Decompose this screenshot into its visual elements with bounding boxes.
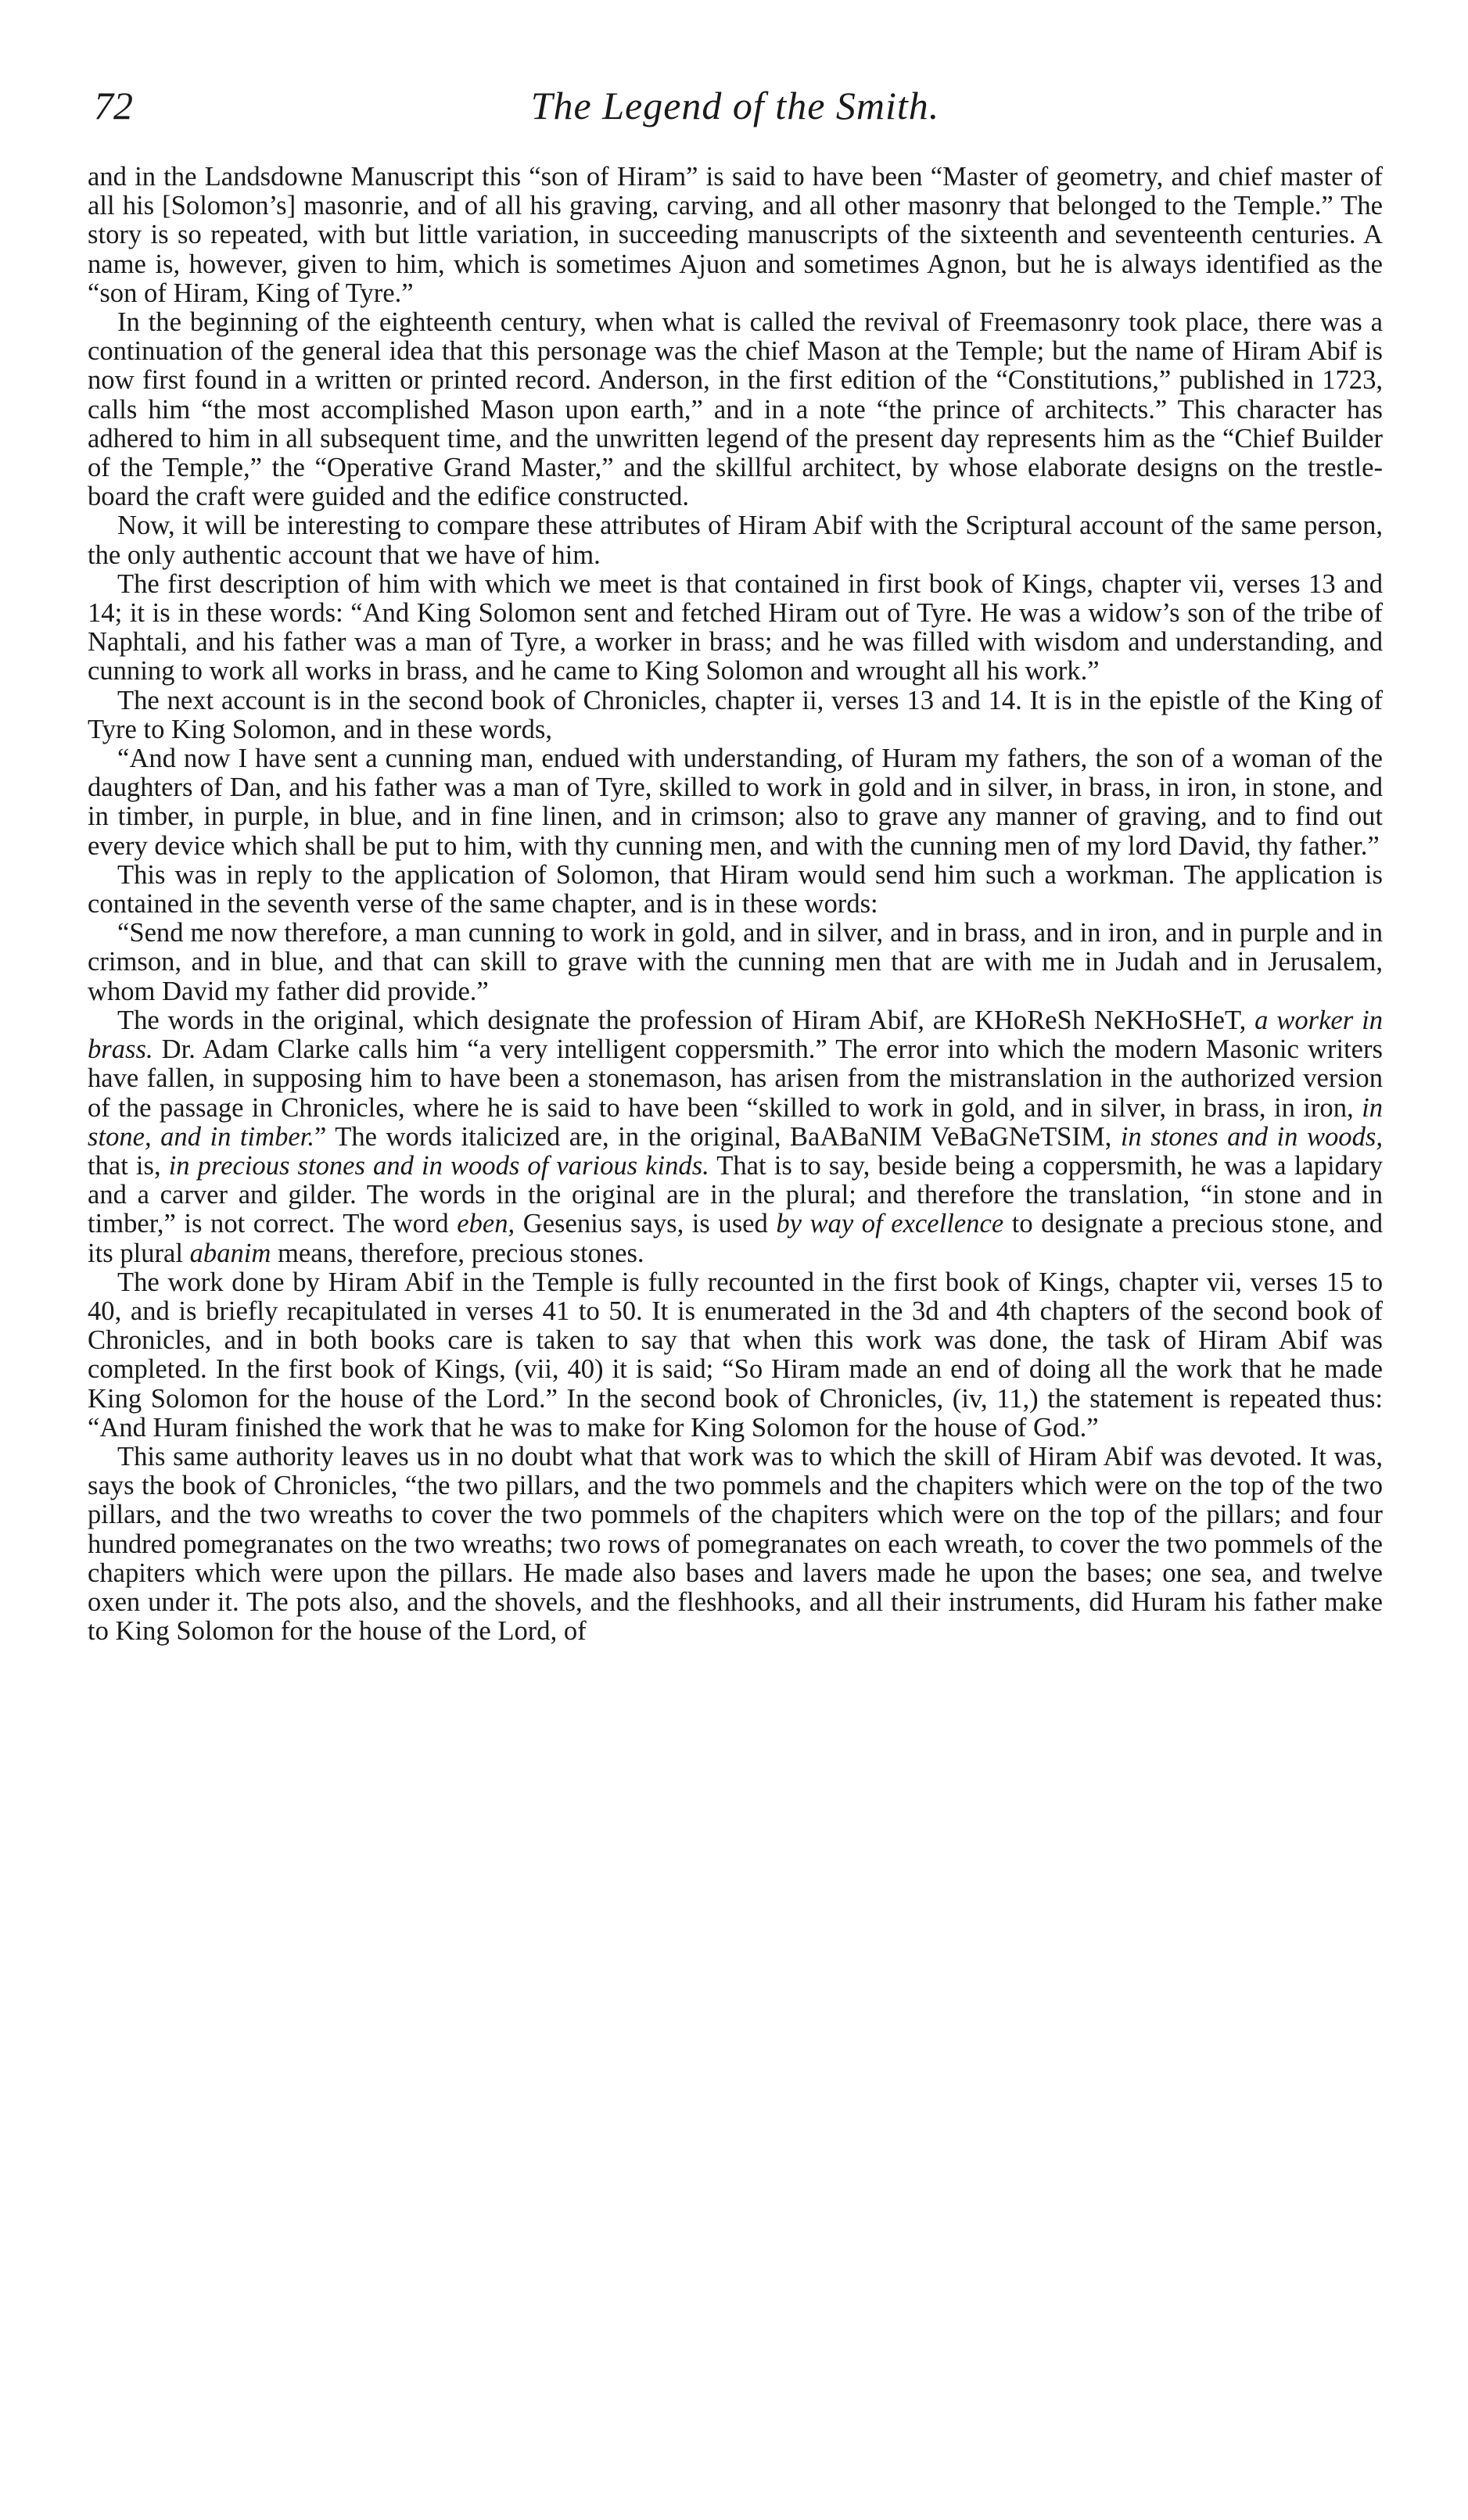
running-title: The Legend of the Smith.: [530, 84, 940, 127]
italic-phrase: abanim: [189, 1238, 271, 1268]
page-number: 72: [94, 84, 133, 127]
text-segment: that is,: [88, 1150, 169, 1181]
italic-phrase: eben,: [457, 1209, 515, 1239]
italic-phrase: in stone, and in timber.: [88, 1092, 1383, 1152]
text-segment: That is to say, beside being a coppersmith, he was a lapidary and a carver and gilder. The words in the original are in the plural; and therefore the translation, “in stone and in timber,” is not correct. The word: [88, 1150, 1383, 1239]
paragraph-landsdowne-manuscript: and in the Landsdowne Manuscript this “son of Hiram” is said to have been “Master of geometry, and chief master of all his [Solomon’s] masonrie, and of all his graving, carving, and all other masonry that belonged to the Temple.” The story is so repeated, with but little variation, in succeeding manuscripts of the sixteenth and seventeenth centuries. A name is, however, given to him, which is sometimes Ajuon and sometimes Agnon, but he is always identified as the “son of Hiram, King of Tyre.”: [88, 162, 1383, 308]
italic-phrase: by way of excellence: [776, 1209, 1004, 1239]
book-page: [88, 78, 1383, 1646]
paragraph-first-kings: The first description of him with which we meet is that contained in first book of Kings, chapter vii, verses 13 and 14; it is in these words: “And King Solomon sent and fetched Hiram out of Tyre. He was a widow’s son of the tribe of Naphtali, and his father was a man of Tyre, a worker in brass; and he was filled with wisdom and understanding, and cunning to work all works in brass, and he came to King Solomon and wrought all his work.”: [88, 568, 1383, 686]
paragraph-compare-attributes: Now, it will be interesting to compare these attributes of Hiram Abif with the Scriptural account of the same person, the only authentic account that we have of him.: [88, 511, 1383, 570]
paragraph-work-done: The work done by Hiram Abif in the Temple is fully recounted in the first book of Kings, chapter vii, verses 15 to 40, and is briefly recapitulated in verses 41 to 50. It is enumerated in the 3d and 4th chapters of the second book of Chronicles, and in both books care is taken to say that when this work was done, the task of Hiram Abif was completed. In the first book of Kings, (vii, 40) it is said; “So Hiram made an end of doing all the work that he made King Solomon for the house of the Lord.” In the second book of Chronicles, (iv, 11,) the statement is repeated thus: “And Huram finished the work that he was to make for King Solomon for the house of God.”: [88, 1267, 1383, 1443]
italic-phrase: a worker in brass.: [88, 1005, 1383, 1065]
paragraph-quote-cunning-man: “And now I have sent a cunning man, endued with understanding, of Huram my fathers, the son of a woman of the daughters of Dan, and his father was a man of Tyre, skilled to work in gold and in silver, in brass, in iron, in stone, and in timber, in purple, in blue, and in fine linen, and in crimson; also to grave any manner of graving, and to find out every device which shall be put to him, with thy cunning men, and with the cunning men of my lord David, thy father.”: [88, 744, 1383, 861]
italic-phrase: in precious stones and in woods of various kinds.: [168, 1150, 709, 1181]
paragraph-original-words: [88, 1006, 1383, 1268]
text-segment: means, therefore, precious stones.: [271, 1238, 644, 1268]
italic-phrase: in stones and in woods,: [1120, 1121, 1383, 1152]
text-segment: Gesenius says, is used: [515, 1209, 777, 1239]
running-head: [88, 78, 1383, 145]
text-segment: The words in the original, which designate the profession of Hiram Abif, are KHoReSh NeKHoSHeT,: [117, 1005, 1255, 1035]
paragraph-same-authority: This same authority leaves us in no doubt what that work was to which the skill of Hiram Abif was devoted. It was, says the book of Chronicles, “the two pillars, and the two pommels and the chapiters which were on the top of the two pillars, and the two wreaths to cover the two pommels of the chapiters which were on the top of the pillars; and four hundred pomegranates on the two wreaths; two rows of pomegranates on each wreath, to cover the two pommels of the chapiters which were upon the pillars. He made also bases and lavers made he upon the bases; one sea, and twelve oxen under it. The pots also, and the shovels, and the fleshhooks, and all their instruments, did Huram his father make to King Solomon for the house of the Lord, of: [88, 1441, 1383, 1647]
paragraph-reply-application: This was in reply to the application of Solomon, that Hiram would send him such a workman. The application is contained in the seventh verse of the same chapter, and is in these words:: [88, 859, 1383, 919]
text-segment: Dr. Adam Clarke calls him “a very intelligent coppersmith.” The error into which the modern Masonic writers have fallen, in supposing him to have been a stonemason, has arisen from the mistranslation in the authorized version of the passage in Chronicles, where he is said to have been “skilled to work in gold, and in silver, in brass, in iron,: [88, 1034, 1383, 1123]
paragraph-second-chronicles: The next account is in the second book of Chronicles, chapter ii, verses 13 and 14. It is in the epistle of the King of Tyre to King Solomon, and in these words,: [88, 685, 1383, 744]
paragraph-eighteenth-century: In the beginning of the eighteenth century, when what is called the revival of Freemasonry took place, there was a continuation of the general idea that this personage was the chief Mason at the Temple; but the name of Hiram Abif is now first found in a written or printed record. Anderson, in the first edition of the “Constitutions,” published in 1723, calls him “the most accomplished Mason upon earth,” and in a note “the prince of architects.” This character has adhered to him in all subsequent time, and the unwritten legend of the present day represents him as the “Chief Builder of the Temple,” the “Operative Grand Master,” and the skillful architect, by whose elaborate designs on the trestle-board the craft were guided and the edifice constructed.: [88, 307, 1383, 512]
text-segment: to designate a precious stone, and its plural: [88, 1209, 1384, 1268]
body-text: [88, 163, 1383, 1646]
paragraph-quote-send-me: “Send me now therefore, a man cunning to work in gold, and in silver, and in brass, and in iron, and in purple and in crimson, and in blue, and that can skill to grave with the cunning men that are with me in Judah and in Jerusalem, whom David my father did provide.”: [88, 918, 1383, 1006]
text-segment: ” The words italicized are, in the original, BaABaNIM VeBaGNeTSIM,: [314, 1121, 1121, 1152]
